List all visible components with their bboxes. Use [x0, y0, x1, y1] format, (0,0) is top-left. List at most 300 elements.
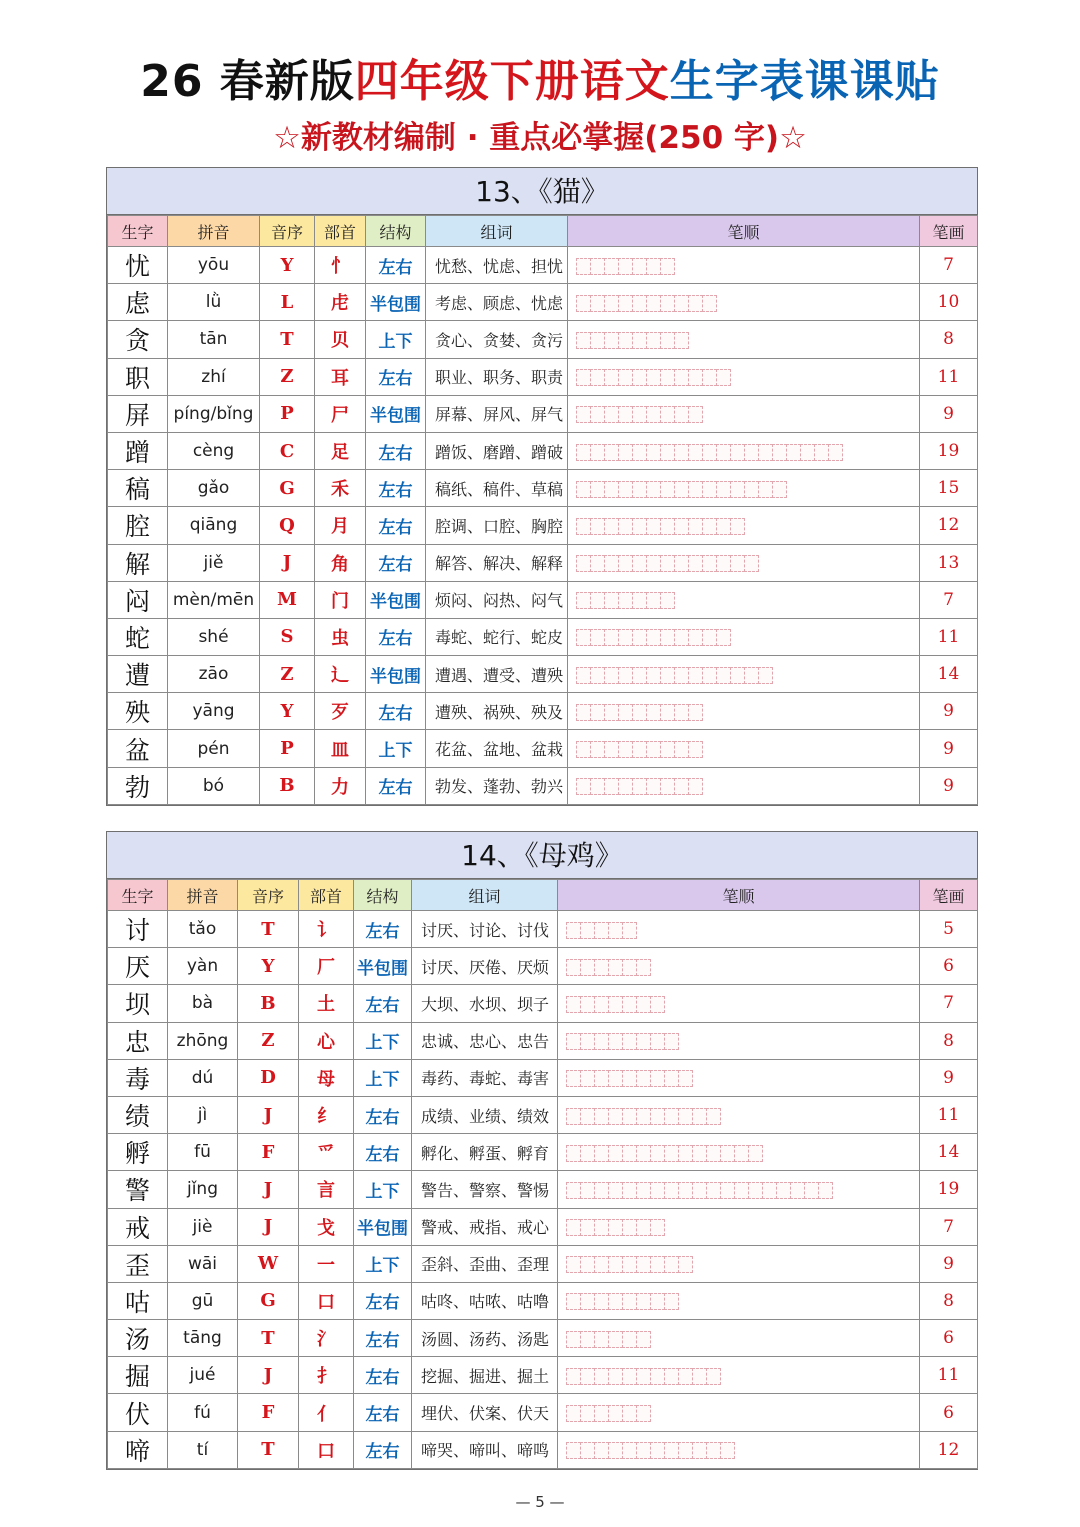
- stroke-step-box: [580, 1442, 595, 1459]
- stroke-step-box: [566, 1256, 581, 1273]
- stroke-step-box: [590, 592, 605, 609]
- stroke-step-box: [716, 369, 731, 386]
- cell-stroke-order: [558, 1320, 920, 1357]
- cell-structure: 上下: [366, 321, 426, 358]
- stroke-step-box: [580, 1293, 595, 1310]
- stroke-step-box: [660, 258, 675, 275]
- cell-char: 啼: [108, 1431, 168, 1468]
- stroke-step-box: [618, 295, 633, 312]
- table-row: [108, 581, 978, 618]
- cell-order: J: [238, 1171, 299, 1208]
- stroke-step-box: [650, 1293, 665, 1310]
- cell-strokes: 11: [920, 1357, 978, 1394]
- cell-structure: 半包围: [366, 284, 426, 321]
- cell-strokes: 10: [920, 284, 978, 321]
- stroke-step-box: [636, 1293, 651, 1310]
- col-header-char: 生字: [108, 880, 168, 911]
- cell-words: 警告、警察、警惕: [412, 1171, 558, 1208]
- cell-pinyin: bà: [168, 985, 238, 1022]
- stroke-step-box: [678, 1145, 693, 1162]
- stroke-order-sequence: [576, 778, 702, 795]
- cell-words: 忠诚、忠心、忠告: [412, 1022, 558, 1059]
- cell-strokes: 14: [920, 1134, 978, 1171]
- cell-radical: 足: [315, 432, 366, 469]
- stroke-step-box: [566, 1108, 581, 1125]
- cell-strokes: 14: [920, 656, 978, 693]
- stroke-step-box: [608, 1256, 623, 1273]
- stroke-step-box: [734, 1182, 749, 1199]
- table-row: [108, 1320, 978, 1357]
- stroke-step-box: [604, 295, 619, 312]
- cell-order: J: [238, 1208, 299, 1245]
- cell-pinyin: gū: [168, 1282, 238, 1319]
- cell-char: 蛇: [108, 618, 168, 655]
- cell-char: 警: [108, 1171, 168, 1208]
- cell-stroke-order: [568, 581, 920, 618]
- stroke-step-box: [650, 1442, 665, 1459]
- stroke-step-box: [688, 406, 703, 423]
- cell-pinyin: gǎo: [168, 470, 260, 507]
- stroke-step-box: [590, 518, 605, 535]
- stroke-step-box: [646, 444, 661, 461]
- cell-pinyin: shé: [168, 618, 260, 655]
- cell-pinyin: zāo: [168, 656, 260, 693]
- cell-structure: 半包围: [366, 656, 426, 693]
- stroke-step-box: [646, 518, 661, 535]
- stroke-step-box: [622, 922, 637, 939]
- stroke-step-box: [566, 1033, 581, 1050]
- stroke-step-box: [566, 1070, 581, 1087]
- cell-words: 烦闷、闷热、闷气: [426, 581, 568, 618]
- stroke-step-box: [618, 629, 633, 646]
- stroke-step-box: [646, 555, 661, 572]
- stroke-step-box: [674, 741, 689, 758]
- cell-pinyin: jiè: [168, 1208, 238, 1245]
- stroke-step-box: [688, 667, 703, 684]
- cell-radical: 厂: [299, 948, 354, 985]
- stroke-step-box: [604, 369, 619, 386]
- cell-pinyin: jiě: [168, 544, 260, 581]
- stroke-step-box: [636, 1219, 651, 1236]
- stroke-step-box: [730, 481, 745, 498]
- cell-words: 挖掘、掘进、掘土: [412, 1357, 558, 1394]
- col-header-words: 组词: [412, 880, 558, 911]
- stroke-step-box: [674, 704, 689, 721]
- stroke-step-box: [716, 629, 731, 646]
- cell-pinyin: jǐng: [168, 1171, 238, 1208]
- stroke-step-box: [636, 1442, 651, 1459]
- cell-structure: 上下: [354, 1171, 412, 1208]
- cell-words: 遭殃、祸殃、殃及: [426, 693, 568, 730]
- cell-pinyin: yāng: [168, 693, 260, 730]
- cell-char: 厌: [108, 948, 168, 985]
- stroke-step-box: [608, 1108, 623, 1125]
- stroke-step-box: [580, 959, 595, 976]
- cell-pinyin: tí: [168, 1431, 238, 1468]
- cell-words: 讨厌、厌倦、厌烦: [412, 948, 558, 985]
- cell-structure: 左右: [366, 432, 426, 469]
- stroke-step-box: [580, 1182, 595, 1199]
- stroke-order-sequence: [576, 258, 674, 275]
- stroke-step-box: [580, 1405, 595, 1422]
- stroke-step-box: [664, 1033, 679, 1050]
- cell-words: 讨厌、讨论、讨伐: [412, 911, 558, 948]
- cell-strokes: 9: [920, 693, 978, 730]
- stroke-step-box: [734, 1145, 749, 1162]
- cell-structure: 左右: [354, 1134, 412, 1171]
- stroke-step-box: [590, 741, 605, 758]
- cell-order: Y: [260, 247, 315, 284]
- table-row: [108, 1059, 978, 1096]
- stroke-step-box: [594, 959, 609, 976]
- cell-char: 孵: [108, 1134, 168, 1171]
- cell-pinyin: bó: [168, 767, 260, 804]
- stroke-step-box: [576, 406, 591, 423]
- stroke-step-box: [688, 444, 703, 461]
- stroke-order-sequence: [576, 481, 786, 498]
- stroke-step-box: [632, 778, 647, 795]
- cell-stroke-order: [558, 985, 920, 1022]
- cell-strokes: 9: [920, 1059, 978, 1096]
- cell-pinyin: fú: [168, 1394, 238, 1431]
- cell-words: 考虑、顾虑、忧虑: [426, 284, 568, 321]
- stroke-order-sequence: [566, 1182, 832, 1199]
- cell-radical: 歹: [315, 693, 366, 730]
- cell-pinyin: tāng: [168, 1320, 238, 1357]
- stroke-step-box: [576, 667, 591, 684]
- stroke-step-box: [576, 778, 591, 795]
- cell-structure: 半包围: [354, 948, 412, 985]
- stroke-step-box: [660, 518, 675, 535]
- stroke-step-box: [814, 444, 829, 461]
- table-row: [108, 985, 978, 1022]
- cell-structure: 左右: [366, 470, 426, 507]
- stroke-step-box: [590, 667, 605, 684]
- cell-strokes: 19: [920, 432, 978, 469]
- cell-char: 讨: [108, 911, 168, 948]
- stroke-step-box: [580, 1368, 595, 1385]
- cell-char: 伏: [108, 1394, 168, 1431]
- stroke-step-box: [688, 369, 703, 386]
- col-header-pinyin: 拼音: [168, 880, 238, 911]
- stroke-step-box: [566, 1182, 581, 1199]
- cell-structure: 上下: [354, 1022, 412, 1059]
- table-row: [108, 1134, 978, 1171]
- cell-pinyin: jué: [168, 1357, 238, 1394]
- stroke-step-box: [580, 1033, 595, 1050]
- stroke-step-box: [660, 555, 675, 572]
- stroke-step-box: [646, 778, 661, 795]
- table-row: [108, 321, 978, 358]
- cell-radical: 禾: [315, 470, 366, 507]
- stroke-step-box: [590, 481, 605, 498]
- cell-char: 殃: [108, 693, 168, 730]
- cell-stroke-order: [558, 1357, 920, 1394]
- table-row: [108, 730, 978, 767]
- title-part-2: 四年级下册语文: [354, 56, 670, 107]
- stroke-step-box: [786, 444, 801, 461]
- stroke-step-box: [664, 1145, 679, 1162]
- cell-order: D: [238, 1059, 299, 1096]
- stroke-step-box: [594, 1256, 609, 1273]
- cell-order: T: [238, 911, 299, 948]
- cell-stroke-order: [558, 1022, 920, 1059]
- stroke-step-box: [566, 1293, 581, 1310]
- stroke-step-box: [580, 922, 595, 939]
- stroke-step-box: [604, 258, 619, 275]
- table-row: [108, 544, 978, 581]
- stroke-step-box: [576, 555, 591, 572]
- stroke-step-box: [618, 481, 633, 498]
- cell-pinyin: qiāng: [168, 507, 260, 544]
- stroke-step-box: [618, 592, 633, 609]
- cell-structure: 左右: [366, 618, 426, 655]
- table-row: [108, 656, 978, 693]
- stroke-step-box: [702, 444, 717, 461]
- cell-structure: 左右: [366, 358, 426, 395]
- stroke-step-box: [632, 592, 647, 609]
- stroke-step-box: [674, 555, 689, 572]
- stroke-step-box: [622, 1033, 637, 1050]
- stroke-order-sequence: [566, 1442, 734, 1459]
- stroke-step-box: [608, 1405, 623, 1422]
- cell-radical: 言: [299, 1171, 354, 1208]
- cell-pinyin: yàn: [168, 948, 238, 985]
- lesson-table-14: [106, 831, 978, 1470]
- character-table: [107, 215, 978, 805]
- cell-structure: 左右: [354, 1096, 412, 1133]
- cell-stroke-order: [568, 321, 920, 358]
- cell-structure: 上下: [366, 730, 426, 767]
- stroke-step-box: [594, 1405, 609, 1422]
- cell-radical: 角: [315, 544, 366, 581]
- cell-char: 忠: [108, 1022, 168, 1059]
- stroke-step-box: [692, 1182, 707, 1199]
- stroke-step-box: [664, 1256, 679, 1273]
- stroke-step-box: [758, 444, 773, 461]
- stroke-step-box: [576, 518, 591, 535]
- stroke-order-sequence: [576, 295, 716, 312]
- stroke-order-sequence: [566, 1219, 664, 1236]
- stroke-step-box: [646, 295, 661, 312]
- cell-words: 警戒、戒指、戒心: [412, 1208, 558, 1245]
- stroke-step-box: [650, 1256, 665, 1273]
- col-header-structure: 结构: [354, 880, 412, 911]
- stroke-step-box: [818, 1182, 833, 1199]
- stroke-step-box: [618, 518, 633, 535]
- stroke-step-box: [650, 1182, 665, 1199]
- stroke-step-box: [608, 959, 623, 976]
- cell-words: 成绩、业绩、绩效: [412, 1096, 558, 1133]
- cell-stroke-order: [558, 1059, 920, 1096]
- table-row: [108, 358, 978, 395]
- cell-order: Y: [260, 693, 315, 730]
- stroke-step-box: [674, 629, 689, 646]
- stroke-step-box: [744, 444, 759, 461]
- stroke-step-box: [636, 1033, 651, 1050]
- stroke-step-box: [604, 481, 619, 498]
- cell-order: P: [260, 730, 315, 767]
- stroke-step-box: [576, 592, 591, 609]
- cell-words: 花盆、盆地、盆栽: [426, 730, 568, 767]
- cell-char: 腔: [108, 507, 168, 544]
- stroke-step-box: [716, 518, 731, 535]
- stroke-step-box: [622, 1368, 637, 1385]
- stroke-order-sequence: [576, 741, 702, 758]
- cell-pinyin: tǎo: [168, 911, 238, 948]
- cell-radical: 亻: [299, 1394, 354, 1431]
- stroke-step-box: [664, 1293, 679, 1310]
- stroke-step-box: [702, 369, 717, 386]
- stroke-step-box: [706, 1182, 721, 1199]
- stroke-step-box: [660, 629, 675, 646]
- cell-words: 贪心、贪婪、贪污: [426, 321, 568, 358]
- cell-radical: 爫: [299, 1134, 354, 1171]
- stroke-step-box: [622, 1256, 637, 1273]
- stroke-step-box: [828, 444, 843, 461]
- cell-radical: 月: [315, 507, 366, 544]
- stroke-step-box: [664, 1070, 679, 1087]
- stroke-step-box: [688, 555, 703, 572]
- stroke-order-sequence: [566, 1108, 720, 1125]
- stroke-step-box: [566, 1331, 581, 1348]
- stroke-step-box: [678, 1442, 693, 1459]
- cell-order: J: [260, 544, 315, 581]
- stroke-step-box: [636, 1256, 651, 1273]
- cell-stroke-order: [568, 544, 920, 581]
- stroke-step-box: [650, 1070, 665, 1087]
- stroke-step-box: [678, 1182, 693, 1199]
- cell-strokes: 8: [920, 1022, 978, 1059]
- table-row: [108, 1282, 978, 1319]
- stroke-step-box: [622, 1145, 637, 1162]
- cell-char: 稿: [108, 470, 168, 507]
- stroke-step-box: [604, 332, 619, 349]
- cell-structure: 半包围: [366, 395, 426, 432]
- stroke-step-box: [622, 1070, 637, 1087]
- character-table: [107, 879, 978, 1469]
- cell-structure: 左右: [366, 693, 426, 730]
- cell-radical: 尸: [315, 395, 366, 432]
- stroke-step-box: [580, 996, 595, 1013]
- stroke-step-box: [678, 1368, 693, 1385]
- cell-structure: 左右: [366, 544, 426, 581]
- cell-stroke-order: [568, 358, 920, 395]
- title-part-3: 生字表课课贴: [669, 56, 940, 107]
- cell-pinyin: mèn/mēn: [168, 581, 260, 618]
- cell-radical: 戈: [299, 1208, 354, 1245]
- page-title: [0, 50, 1080, 114]
- stroke-step-box: [632, 481, 647, 498]
- cell-order: B: [238, 985, 299, 1022]
- stroke-step-box: [632, 406, 647, 423]
- stroke-step-box: [604, 518, 619, 535]
- stroke-step-box: [688, 629, 703, 646]
- cell-strokes: 8: [920, 1282, 978, 1319]
- cell-order: C: [260, 432, 315, 469]
- stroke-step-box: [688, 295, 703, 312]
- stroke-step-box: [566, 922, 581, 939]
- stroke-order-sequence: [576, 406, 702, 423]
- cell-words: 埋伏、伏案、伏天: [412, 1394, 558, 1431]
- cell-radical: 口: [299, 1282, 354, 1319]
- stroke-step-box: [576, 332, 591, 349]
- cell-char: 屏: [108, 395, 168, 432]
- cell-order: F: [238, 1134, 299, 1171]
- stroke-step-box: [688, 518, 703, 535]
- cell-stroke-order: [568, 656, 920, 693]
- stroke-step-box: [650, 1368, 665, 1385]
- cell-char: 勃: [108, 767, 168, 804]
- cell-strokes: 11: [920, 358, 978, 395]
- stroke-step-box: [744, 481, 759, 498]
- stroke-step-box: [604, 555, 619, 572]
- cell-stroke-order: [568, 618, 920, 655]
- col-header-char: 生字: [108, 216, 168, 247]
- stroke-order-sequence: [576, 704, 702, 721]
- table-row: [108, 767, 978, 804]
- col-header-words: 组词: [426, 216, 568, 247]
- cell-order: S: [260, 618, 315, 655]
- stroke-step-box: [636, 1070, 651, 1087]
- stroke-step-box: [706, 1108, 721, 1125]
- stroke-order-sequence: [566, 1256, 692, 1273]
- lesson-title: 14、《母鸡》: [107, 832, 977, 879]
- cell-structure: 左右: [354, 1431, 412, 1468]
- cell-pinyin: lǜ: [168, 284, 260, 321]
- cell-order: G: [238, 1282, 299, 1319]
- stroke-step-box: [594, 1293, 609, 1310]
- cell-char: 虑: [108, 284, 168, 321]
- stroke-step-box: [678, 1070, 693, 1087]
- cell-radical: 土: [299, 985, 354, 1022]
- cell-char: 遭: [108, 656, 168, 693]
- stroke-step-box: [632, 704, 647, 721]
- cell-structure: 半包围: [366, 581, 426, 618]
- stroke-step-box: [580, 1070, 595, 1087]
- cell-order: J: [238, 1357, 299, 1394]
- stroke-step-box: [688, 481, 703, 498]
- cell-words: 孵化、孵蛋、孵育: [412, 1134, 558, 1171]
- stroke-step-box: [674, 778, 689, 795]
- stroke-step-box: [758, 481, 773, 498]
- cell-words: 咕咚、咕哝、咕噜: [412, 1282, 558, 1319]
- cell-stroke-order: [558, 911, 920, 948]
- stroke-step-box: [660, 481, 675, 498]
- cell-structure: 左右: [354, 985, 412, 1022]
- stroke-step-box: [660, 667, 675, 684]
- stroke-order-sequence: [576, 629, 730, 646]
- stroke-step-box: [632, 555, 647, 572]
- cell-radical: 讠: [299, 911, 354, 948]
- stroke-order-sequence: [566, 1145, 762, 1162]
- stroke-step-box: [716, 444, 731, 461]
- cell-char: 戒: [108, 1208, 168, 1245]
- stroke-step-box: [702, 629, 717, 646]
- cell-pinyin: jì: [168, 1096, 238, 1133]
- cell-radical: 耳: [315, 358, 366, 395]
- cell-stroke-order: [568, 730, 920, 767]
- stroke-step-box: [608, 1331, 623, 1348]
- stroke-step-box: [590, 555, 605, 572]
- cell-order: T: [260, 321, 315, 358]
- cell-radical: 扌: [299, 1357, 354, 1394]
- stroke-step-box: [800, 444, 815, 461]
- stroke-step-box: [594, 1070, 609, 1087]
- col-header-structure: 结构: [366, 216, 426, 247]
- stroke-step-box: [692, 1442, 707, 1459]
- cell-stroke-order: [558, 1431, 920, 1468]
